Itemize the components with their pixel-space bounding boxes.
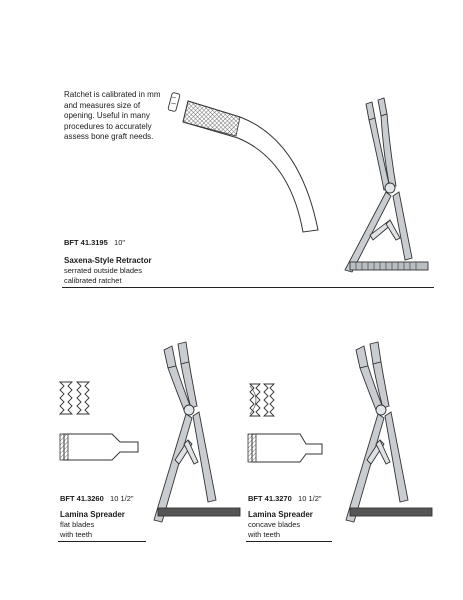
concave-feature: concave blades (248, 520, 301, 529)
saxena-size: 10" (114, 238, 126, 247)
concave-catalog-code: BFT 41.3270 (248, 494, 292, 503)
saxena-description-line: and measures size of (64, 100, 141, 110)
saxena-description-line: Ratchet is calibrated in mm (64, 90, 161, 99)
saxena-description-line: opening. Useful in many (64, 111, 150, 120)
saxena-description-line: assess bone graft needs. (64, 132, 154, 141)
concave-feature: with teeth (248, 529, 281, 539)
concave-product-name: Lamina Spreader (248, 510, 313, 519)
flat-feature: flat blades (60, 520, 95, 529)
saxena-feature: calibrated ratchet (64, 275, 122, 285)
flat-feature: with teeth (60, 529, 93, 539)
flat-product-name: Lamina Spreader (60, 510, 125, 519)
saxena-product-name: Saxena-Style Retractor (64, 256, 152, 265)
saxena-catalog-code: BFT 41.3195 (64, 238, 108, 247)
flat-size: 10 1/2" (110, 494, 134, 503)
flat-catalog-code: BFT 41.3260 (60, 494, 104, 503)
concave-size: 10 1/2" (298, 494, 322, 503)
saxena-description-line: procedures to accurately (64, 121, 152, 131)
saxena-feature: serrated outside blades (64, 266, 142, 275)
